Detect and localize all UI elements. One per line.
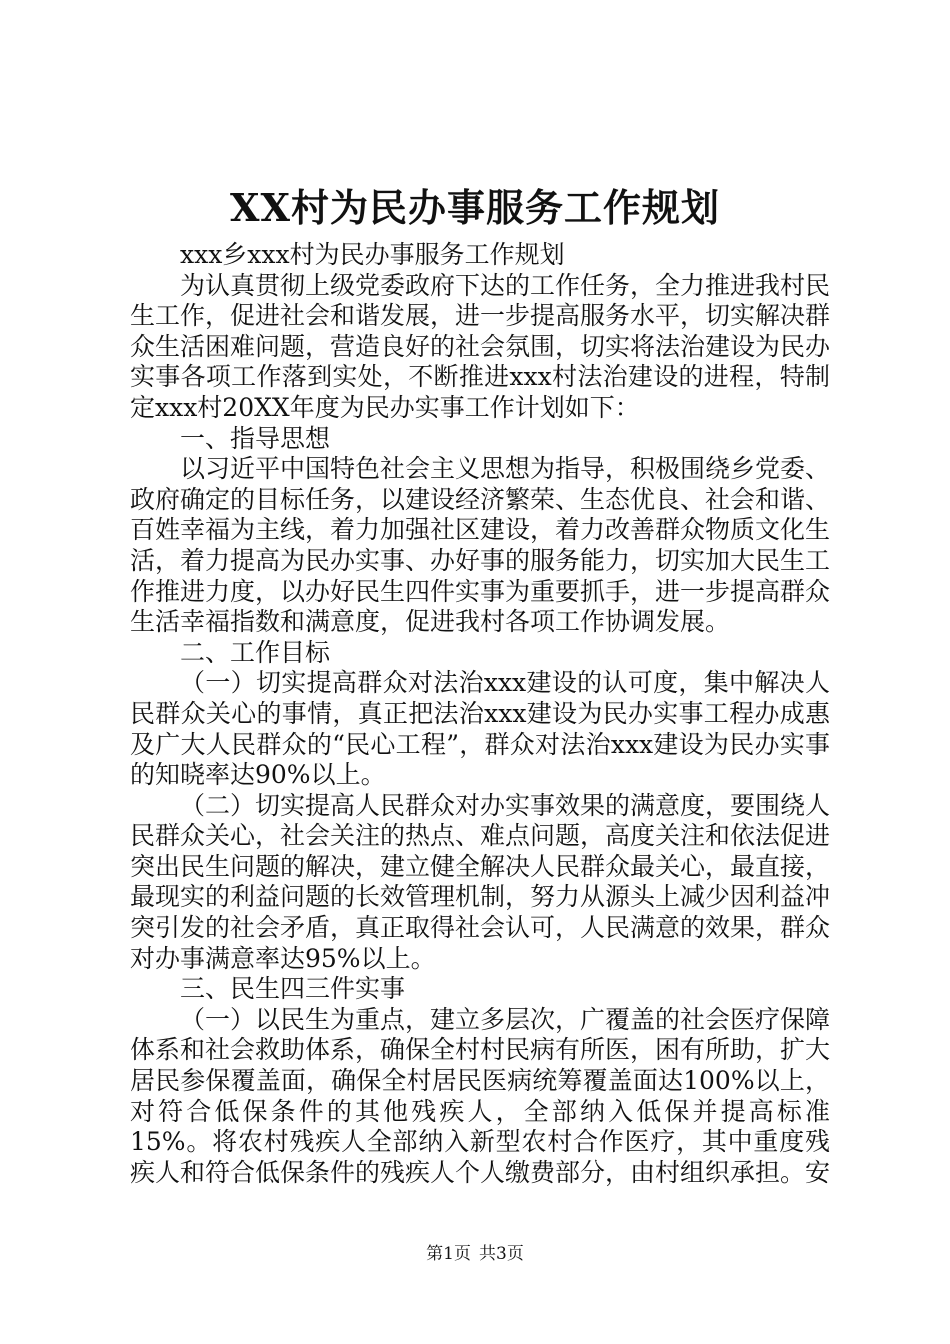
section-heading-work-goals: 二、工作目标: [180, 637, 331, 667]
page-number-current: 第1页: [426, 1244, 471, 1264]
work-goal-one-paragraph: （一）切实提高群众对法治xxx建设的认可度，集中解决人民群众关心的事情，真正把法治xxx建设为民办实事工程办成惠及广大人民群众的“民心工程”，群众对法治xxx建设为民办实事的知晓率达90%以上。: [130, 668, 830, 790]
document-title: XX村为民办事服务工作规划: [230, 185, 720, 230]
livelihood-task-one-paragraph: （一）以民生为重点，建立多层次，广覆盖的社会医疗保障体系和社会救助体系，确保全村村民病有所医，困有所助，扩大居民参保覆盖面，确保全村居民医病统筹覆盖面达100%以上，对符合低保条件的其他残疾人，全部纳入低保并提高标准15%。将农村残疾人全部纳入新型农村合作医疗，其中重度残疾人和符合低保条件的残疾人个人缴费部分，由村组织承担。安: [130, 1004, 831, 1187]
guiding-ideology-paragraph: 以习近平中国特色社会主义思想为指导，积极围绕乡党委、政府确定的目标任务，以建设经济繁荣、生态优良、社会和谐、百姓幸福为主线，着力加强社区建设，着力改善群众物质文化生活，着力提高为民办实事、办好事的服务能力，切实加大民生工作推进力度，以办好民生四件实事为重要抓手，进一步提高群众生活幸福指数和满意度，促进我村各项工作协调发展。: [130, 454, 831, 637]
subtitle-paragraph: xxx乡xxx村为民办事服务工作规划: [180, 240, 565, 269]
section-heading-guiding-ideology: 一、指导思想: [180, 423, 331, 453]
section-heading-livelihood-tasks: 三、民生四三件实事: [180, 974, 406, 1004]
intro-paragraph: 为认真贯彻上级党委政府下达的工作任务，全力推进我村民生工作，促进社会和谐发展，进一步提高服务水平，切实解决群众生活困难问题，营造良好的社会氛围，切实将法治建设为民办实事各项工作落到实处，不断推进xxx村法治建设的进程，特制定xxx村20XX年度为民办实事工作计划如下：: [130, 270, 831, 422]
page-number-total: 共3页: [479, 1244, 524, 1264]
page-footer: [0, 1242, 950, 1266]
work-goal-two-paragraph: （二）切实提高人民群众对办实事效果的满意度，要围绕人民群众关心，社会关注的热点、难点问题，高度关注和依法促进突出民生问题的解决，建立健全解决人民群众最关心，最直接，最现实的利益问题的长效管理机制，努力从源头上减少因利益冲突引发的社会矛盾，真正取得社会认可，人民满意的效果，群众对办事满意率达95%以上。: [130, 790, 831, 973]
document-body: [130, 240, 830, 1188]
